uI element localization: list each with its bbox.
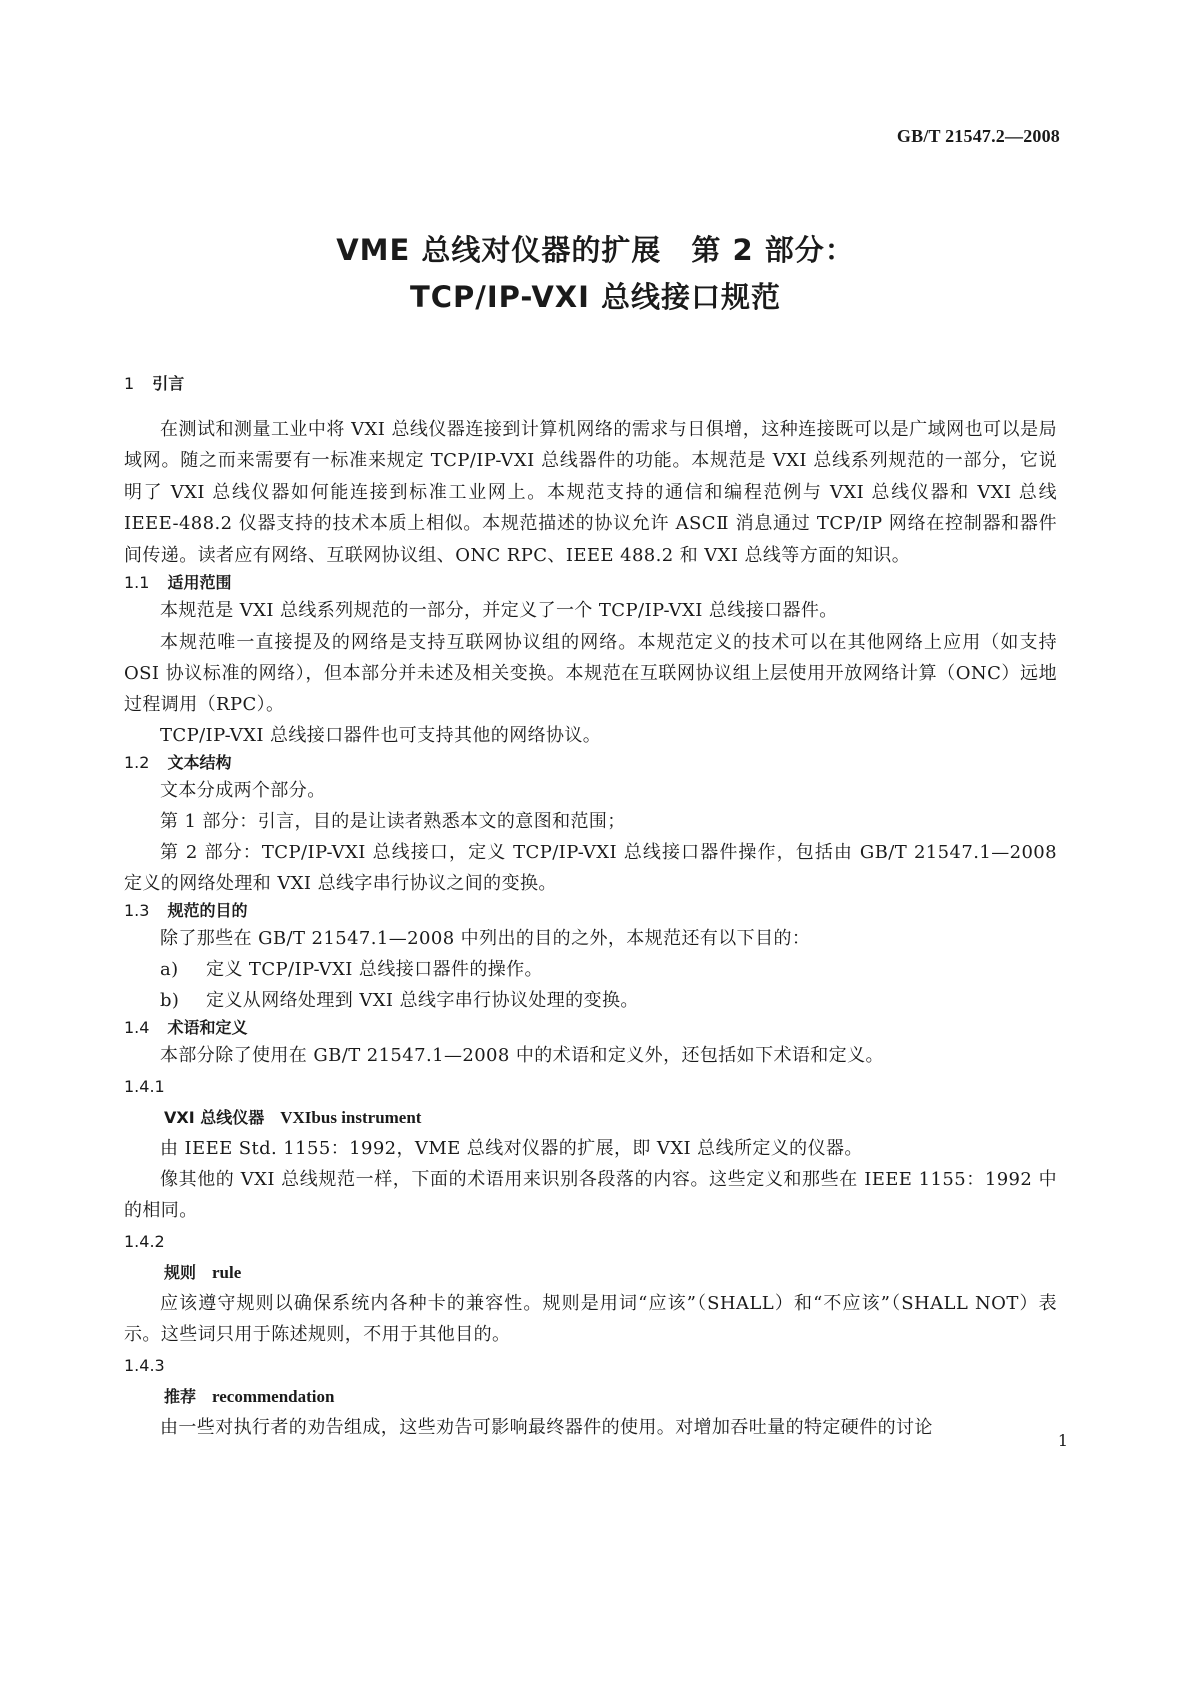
section-1-4-heading	[124, 1016, 1057, 1040]
section-1-heading	[124, 372, 1057, 396]
paragraph: 应该遵守规则以确保系统内各种卡的兼容性。规则是用词“应该”（SHALL）和“不应该”（SHALL NOT）表示。这些词只用于陈述规则，不用于其他目的。	[124, 1293, 1057, 1346]
section-number: 1.4	[124, 1018, 150, 1038]
section-title: 引言	[152, 374, 185, 393]
paragraph: TCP/IP-VXI 总线接口器件也可支持其他的网络协议。	[160, 724, 602, 746]
term-number: 1.4.1	[124, 1077, 165, 1097]
section-number: 1.2	[124, 753, 150, 773]
term-en: rule	[212, 1263, 242, 1283]
term-number: 1.4.2	[124, 1232, 165, 1252]
paragraph: 文本分成两个部分。	[160, 780, 326, 802]
paragraph: 由一些对执行者的劝告组成，这些劝告可影响最终器件的使用。对增加吞吐量的特定硬件的讨论	[160, 1417, 933, 1439]
paragraph: 在测试和测量工业中将 VXI 总线仪器连接到计算机网络的需求与日俱增，这种连接既可以是广域网也可以是局域网。随之而来需要有一标准来规定 TCP/IP-VXI 总线器件的功能。本规范是 VXI 总线系列规范的一部分，它说明了 VXI 总线仪器如何能连接到标准工业网上。本规范支持的通信和编程范例与 VXI 总线仪器和 VXI 总线 IEEE-488.2 仪器支持的技术本质上相似。本规范描述的协议允许 ASCⅡ 消息通过 TCP/IP 网络在控制器和器件间传递。读者应有网络、互联网协议组、ONC RPC、IEEE 488.2 和 VXI 总线等方面的知识。	[124, 419, 1057, 566]
standard-code: GB/T 21547.2—2008	[896, 126, 1060, 146]
paragraph: 由 IEEE Std. 1155：1992，VME 总线对仪器的扩展，即 VXI 总线所定义的仪器。	[160, 1138, 863, 1160]
term-en: VXIbus instrument	[280, 1108, 422, 1128]
section-title: 规范的目的	[167, 901, 248, 921]
section-number: 1	[124, 374, 135, 393]
paragraph: 本部分除了使用在 GB/T 21547.1—2008 中的术语和定义外，还包括如下术语和定义。	[160, 1045, 884, 1067]
section-1-3-heading	[124, 899, 1057, 923]
list-item-text: 定义从网络处理到 VXI 总线字串行协议处理的变换。	[206, 990, 639, 1012]
term-zh: VXI 总线仪器	[164, 1108, 265, 1128]
list-marker: b)	[160, 990, 180, 1012]
section-1-1-heading	[124, 571, 1057, 595]
document-title-line-2: TCP/IP-VXI 总线接口规范	[409, 280, 782, 314]
section-1-2-heading	[124, 751, 1057, 775]
section-number: 1.1	[124, 573, 150, 593]
term-heading	[124, 1381, 1057, 1412]
paragraph: 第 2 部分：TCP/IP-VXI 总线接口，定义 TCP/IP-VXI 总线接口器件操作，包括由 GB/T 21547.1—2008 定义的网络处理和 VXI 总线字串行协议之间的变换。	[124, 842, 1057, 895]
term-zh: 规则	[164, 1263, 197, 1283]
document-body	[124, 372, 1057, 1443]
term-number: 1.4.3	[124, 1356, 165, 1376]
section-title: 文本结构	[167, 753, 232, 773]
section-number: 1.3	[124, 901, 150, 921]
section-title: 适用范围	[167, 573, 232, 593]
document-title-line-1: VME 总线对仪器的扩展 第 2 部分：	[336, 233, 855, 267]
paragraph: 第 1 部分：引言，目的是让读者熟悉本文的意图和范围；	[160, 811, 626, 833]
page-number: 1	[1057, 1431, 1068, 1450]
list-item	[124, 954, 1057, 985]
list-item	[124, 985, 1057, 1016]
term-heading	[124, 1257, 1057, 1288]
list-item-text: 定义 TCP/IP-VXI 总线接口器件的操作。	[206, 959, 543, 981]
term-en: recommendation	[212, 1387, 335, 1407]
section-title: 术语和定义	[167, 1018, 248, 1038]
paragraph: 像其他的 VXI 总线规范一样，下面的术语用来识别各段落的内容。这些定义和那些在 IEEE 1155：1992 中的相同。	[124, 1169, 1057, 1222]
paragraph: 本规范是 VXI 总线系列规范的一部分，并定义了一个 TCP/IP-VXI 总线接口器件。	[160, 600, 838, 622]
list-marker: a)	[160, 959, 179, 981]
paragraph: 除了那些在 GB/T 21547.1—2008 中列出的目的之外，本规范还有以下目的：	[160, 928, 811, 950]
paragraph: 本规范唯一直接提及的网络是支持互联网协议组的网络。本规范定义的技术可以在其他网络上应用（如支持 OSI 协议标准的网络），但本部分并未述及相关变换。本规范在互联网协议组上层使用开放网络计算（ONC）远地过程调用（RPC）。	[124, 631, 1057, 715]
term-heading	[124, 1102, 1057, 1133]
term-zh: 推荐	[164, 1387, 197, 1407]
